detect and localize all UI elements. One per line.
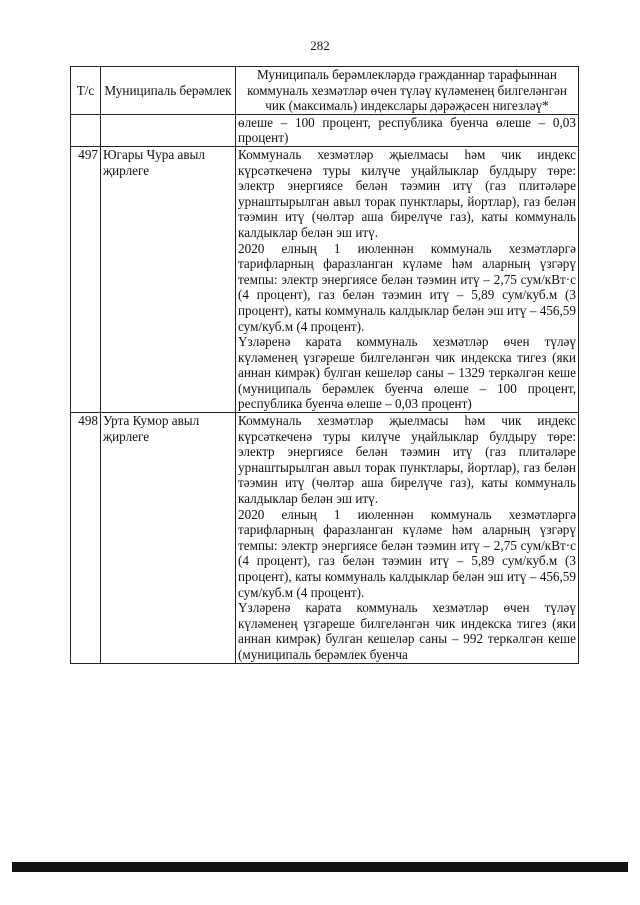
municipality-name: Урта Кумор авыл җирлеге: [101, 413, 236, 664]
table-row-continuation: [71, 114, 579, 146]
table-row: [71, 413, 579, 664]
header-number: Т/с: [71, 67, 101, 115]
row-number: 498: [71, 413, 101, 664]
row-number: 497: [71, 146, 101, 412]
justification-text: [236, 146, 579, 412]
justification-paragraph-tariffs: 2020 елның 1 июленнән коммуналь хезмәтләргә тарифларның фаразланган күләме һәм аларның үзгәрү темпы: электр энергиясе белән тәэмин итү – 2,75 сум/кВт·с (4 процент), газ белән тәэмин итү – 5,89 сум/куб.м (3 процент), каты коммуналь калдыклар белән эш итү – 456,59 сум/куб.м (4 процент).: [238, 506, 576, 600]
justification-text: [236, 413, 579, 664]
table-row: [71, 146, 579, 412]
justification-paragraph-services: Коммуналь хезмәтләр җыелмасы һәм чик индекс күрсәткеченә туры килүче уңайлыклар булдыру төре: электр энергиясе белән тәэмин итү (газ плитәләре урнаштырылган авыл торак пунктлары, йортлар), газ белән тәэмин итү (чөлтәр аша бирелүче газ), каты коммуналь калдыклар белән эш итү.: [238, 146, 576, 240]
justification-paragraph-tariffs: 2020 елның 1 июленнән коммуналь хезмәтләргә тарифларның фаразланган күләме һәм аларның үзгәрү темпы: электр энергиясе белән тәэмин итү – 2,75 сум/кВт·с (4 процент), газ белән тәэмин итү – 5,89 сум/куб.м (3 процент), каты коммуналь калдыклар белән эш итү – 456,59 сум/куб.м (4 процент).: [238, 240, 576, 334]
municipality-name: Югары Чура авыл җирлеге: [101, 146, 236, 412]
cell-empty-name: [101, 114, 236, 146]
header-municipality: Муниципаль берәмлек: [101, 67, 236, 115]
cell-empty-number: [71, 114, 101, 146]
justification-paragraph-services: Коммуналь хезмәтләр җыелмасы һәм чик индекс күрсәткеченә туры килүче уңайлыклар булдыру төре: электр энергиясе белән тәэмин итү (газ плитәләре урнаштырылган авыл торак пунктлары, йортлар), газ белән тәэмин итү (чөлтәр аша бирелүче газ), каты коммуналь калдыклар белән эш итү.: [238, 413, 576, 507]
cell-continuation-text: [236, 114, 579, 146]
table-header-row: [71, 67, 579, 115]
header-justification: Муниципаль берәмлекләрдә гражданнар тарафыннан коммуналь хезмәтләр өчен түләү күләменең билгеләнгән чик (максималь) индекслары дәрәҗәсен нигезләү*: [236, 67, 579, 115]
continuation-paragraph: өлеше – 100 процент, республика буенча өлеше – 0,03 процент): [238, 114, 576, 146]
scan-edge-bar: [12, 862, 628, 872]
municipal-index-table: [70, 66, 579, 664]
justification-paragraph-persons: Үзләренә карата коммуналь хезмәтләр өчен түләү күләменең үзгәреше билгеләнгән чик индекска тигез (яки аннан кимрәк) булган кешеләр саны – 992 теркәлгән кеше (муниципаль берәмлек буенча: [238, 600, 576, 662]
page-number: 282: [310, 38, 330, 53]
justification-paragraph-persons: Үзләренә карата коммуналь хезмәтләр өчен түләү күләменең үзгәреше билгеләнгән чик индекска тигез (яки аннан кимрәк) булган кешеләр саны – 1329 теркәлгән кеше (муниципаль берәмлек буенча өлеше – 100 процент, республика буенча өлеше – 0,03 процент): [238, 334, 576, 412]
